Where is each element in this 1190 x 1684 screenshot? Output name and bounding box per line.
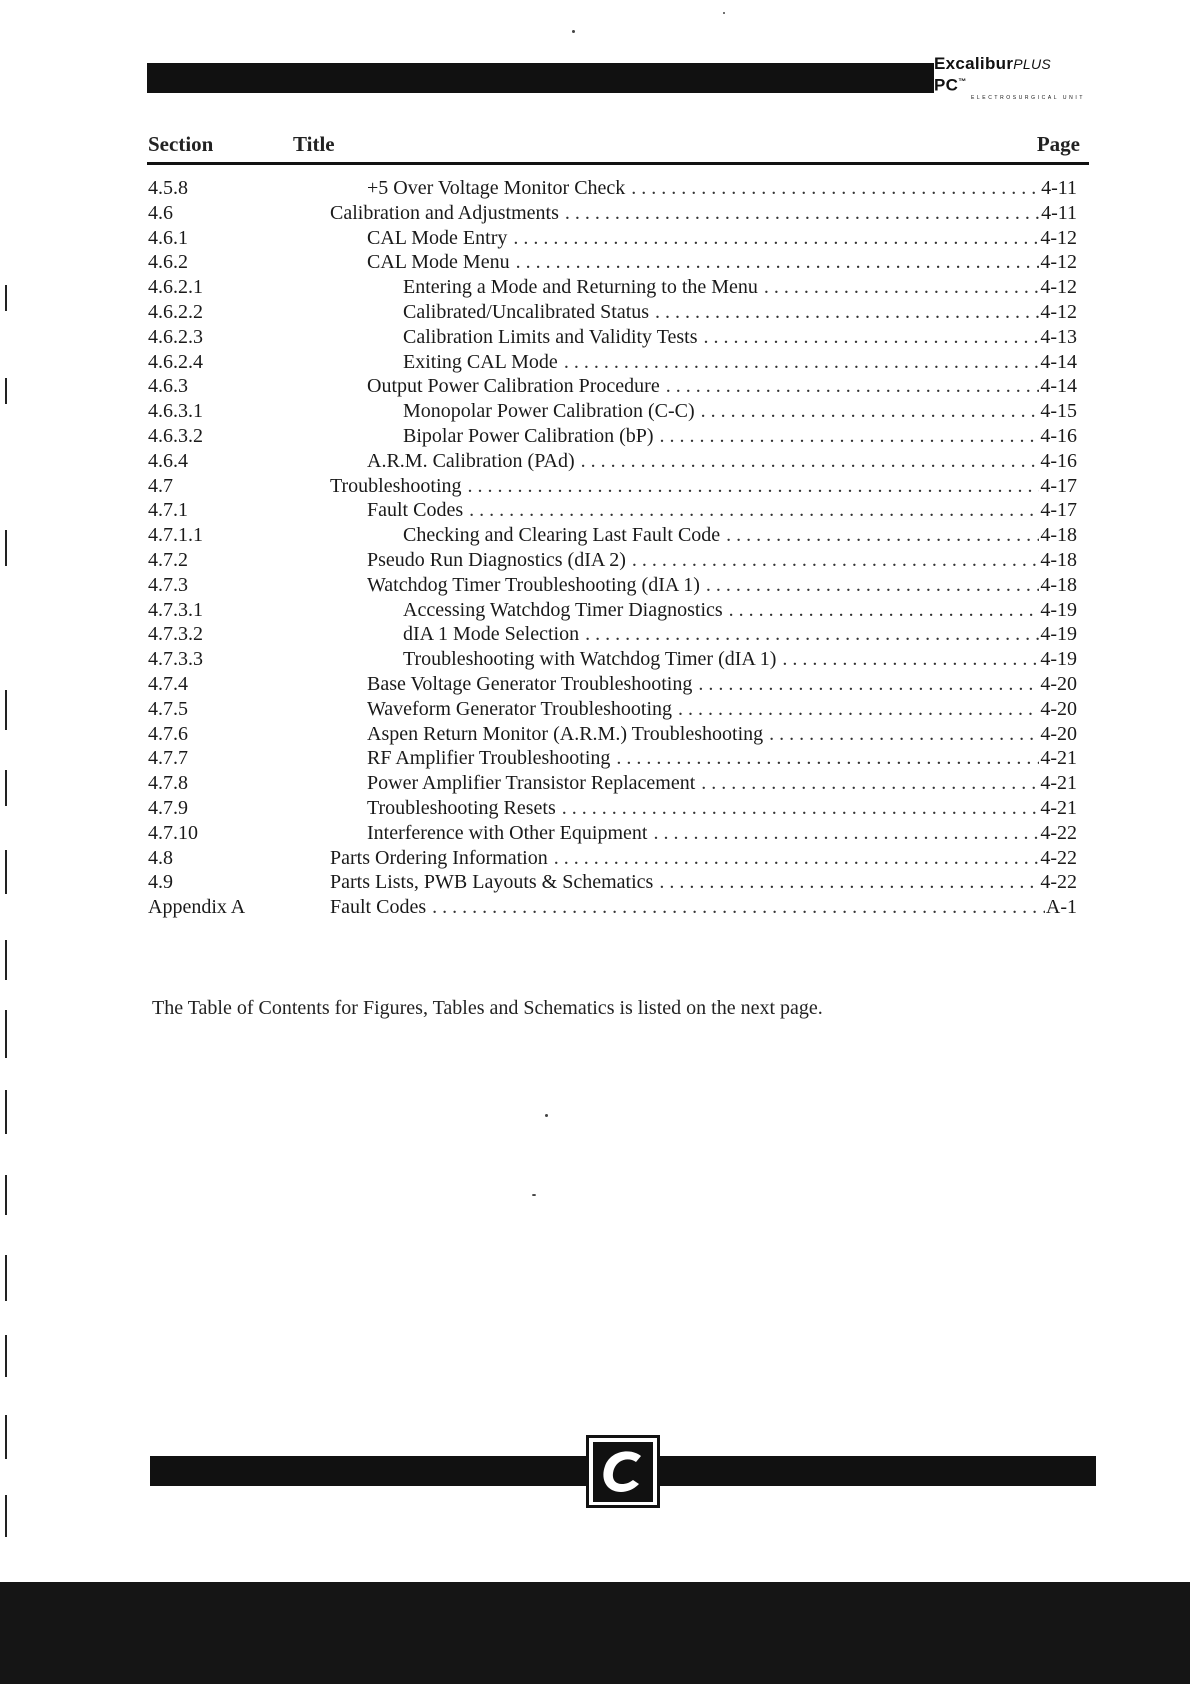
- toc-row: [147, 846, 1077, 871]
- toc-dot-leader: [729, 598, 1040, 623]
- toc-title: Parts Lists, PWB Layouts & Schematics: [330, 870, 659, 895]
- toc-title: Entering a Mode and Returning to the Menu: [403, 275, 764, 300]
- toc-page-number: 4-21: [1040, 796, 1077, 819]
- brand-name: ExcaliburPLUS PC™: [934, 54, 1052, 95]
- toc-title: Watchdog Timer Troubleshooting (dIA 1): [367, 573, 706, 598]
- toc-page-number: 4-17: [1040, 499, 1077, 522]
- toc-entry: [367, 374, 1077, 399]
- toc-page-number: 4-20: [1040, 697, 1077, 720]
- toc-section-number: 4.7.4: [148, 672, 188, 695]
- column-header-page: Page: [1036, 132, 1080, 156]
- header-rule: [147, 162, 1089, 165]
- toc-title: +5 Over Voltage Monitor Check: [367, 176, 631, 201]
- toc-section-number: 4.5.8: [148, 177, 188, 199]
- toc-title: Fault Codes: [330, 895, 432, 920]
- toc-section-number: 4.6.1: [148, 226, 188, 249]
- toc-page-number: 4-18: [1040, 524, 1077, 547]
- toc-row: [147, 598, 1077, 623]
- toc-section-number: 4.7.1.1: [148, 524, 203, 547]
- toc-dot-leader: [469, 498, 1039, 523]
- toc-row: [147, 275, 1077, 300]
- toc-section-number: 4.7.7: [148, 747, 188, 770]
- toc-page-number: 4-19: [1040, 623, 1077, 646]
- scan-speck: [545, 1114, 548, 1117]
- toc-title: RF Amplifier Troubleshooting: [367, 746, 616, 771]
- toc-title: Calibration and Adjustments: [330, 201, 565, 226]
- toc-title: Power Amplifier Transistor Replacement: [367, 771, 701, 796]
- scan-mark: [5, 1010, 7, 1058]
- toc-row: [147, 474, 1077, 499]
- toc-section-number: 4.6.3.2: [148, 424, 203, 447]
- scan-speck: [572, 30, 575, 33]
- toc-title: dIA 1 Mode Selection: [403, 622, 585, 647]
- toc-page-number: 4-19: [1040, 648, 1077, 671]
- toc-dot-leader: [701, 771, 1039, 796]
- header-bar: [147, 54, 1089, 101]
- toc-page-number: 4-11: [1041, 177, 1077, 199]
- toc-dot-leader: [565, 201, 1040, 226]
- toc-row: [147, 201, 1077, 226]
- toc-page-number: 4-11: [1041, 201, 1077, 224]
- toc-page-number: 4-21: [1040, 772, 1077, 795]
- toc-entry: [367, 250, 1077, 275]
- toc-entry: [367, 697, 1077, 722]
- toc-entry: [403, 325, 1077, 350]
- toc-row: [147, 176, 1077, 201]
- toc-page-number: 4-12: [1040, 300, 1077, 323]
- scan-mark: [5, 1335, 7, 1377]
- toc-section-number: 4.6.3.1: [148, 400, 203, 423]
- brand-subtitle: ELECTROSURGICAL UNIT: [970, 94, 1085, 101]
- toc-dot-leader: [516, 250, 1040, 275]
- toc-dot-leader: [468, 474, 1040, 499]
- toc-entry: [367, 573, 1077, 598]
- toc-page-number: 4-16: [1040, 424, 1077, 447]
- toc-section-number: 4.6.2.4: [148, 350, 203, 373]
- toc-dot-leader: [769, 722, 1039, 747]
- toc-row: [147, 250, 1077, 275]
- toc-entry: [367, 672, 1077, 697]
- toc-row: [147, 350, 1077, 375]
- toc-row: [147, 498, 1077, 523]
- toc-page-number: 4-19: [1040, 598, 1077, 621]
- toc-section-number: 4.7.2: [148, 548, 188, 571]
- conmed-c-logo-icon: [586, 1435, 660, 1508]
- scan-mark: [5, 1415, 7, 1459]
- toc-page-number: 4-16: [1040, 449, 1077, 472]
- toc-entry: [330, 201, 1077, 226]
- toc-page-number: 4-17: [1040, 474, 1077, 497]
- toc-title: Troubleshooting Resets: [367, 796, 562, 821]
- toc-entry: [367, 796, 1077, 821]
- toc-title: CAL Mode Menu: [367, 250, 516, 275]
- toc-section-number: 4.7.3: [148, 573, 188, 596]
- toc-entry: [330, 870, 1077, 895]
- toc-title: Troubleshooting: [330, 474, 468, 499]
- toc-dot-leader: [513, 226, 1039, 251]
- toc-entry: [367, 746, 1077, 771]
- brand-logo: [934, 54, 1089, 101]
- toc-section-number: 4.7.9: [148, 796, 188, 819]
- toc-entry: [367, 722, 1077, 747]
- toc-title: Aspen Return Monitor (A.R.M.) Troubleshooting: [367, 722, 769, 747]
- toc-row: [147, 895, 1077, 920]
- toc-row: [147, 746, 1077, 771]
- toc-row: [147, 325, 1077, 350]
- scan-speck: [723, 12, 725, 14]
- toc-row: [147, 870, 1077, 895]
- toc-row: [147, 722, 1077, 747]
- toc-row: [147, 399, 1077, 424]
- toc-title: Interference with Other Equipment: [367, 821, 653, 846]
- toc-dot-leader: [432, 895, 1045, 920]
- toc-section-number: 4.7.6: [148, 722, 188, 745]
- scan-mark: [5, 1175, 7, 1215]
- toc-row: [147, 424, 1077, 449]
- scan-bottom-band: [0, 1582, 1190, 1684]
- toc-page-number: 4-20: [1040, 672, 1077, 695]
- toc-footnote: The Table of Contents for Figures, Tables and Schematics is listed on the next page.: [152, 997, 823, 1019]
- toc-title: A.R.M. Calibration (PAd): [367, 449, 581, 474]
- toc-row: [147, 672, 1077, 697]
- toc-dot-leader: [678, 697, 1039, 722]
- toc-title: Output Power Calibration Procedure: [367, 374, 666, 399]
- toc-section-number: 4.6.2: [148, 251, 188, 274]
- toc-entry: [367, 821, 1077, 846]
- toc-row: [147, 226, 1077, 251]
- scan-mark: [5, 1255, 7, 1301]
- toc-entry: [367, 226, 1077, 251]
- toc-section-number: 4.7.3.1: [148, 598, 203, 621]
- toc-entry: [330, 895, 1077, 920]
- toc-entry: [330, 474, 1077, 499]
- toc-section-number: 4.7.3.3: [148, 648, 203, 671]
- toc-row: [147, 697, 1077, 722]
- toc-dot-leader: [564, 350, 1040, 375]
- toc-row: [147, 523, 1077, 548]
- toc-section-number: 4.8: [148, 846, 173, 869]
- toc-section-number: Appendix A: [148, 896, 246, 919]
- toc-page-number: 4-21: [1040, 747, 1077, 770]
- toc-section-number: 4.7.1: [148, 499, 188, 522]
- toc-title: Checking and Clearing Last Fault Code: [403, 523, 726, 548]
- toc-title: Pseudo Run Diagnostics (dIA 2): [367, 548, 632, 573]
- toc-title: Bipolar Power Calibration (bP): [403, 424, 660, 449]
- toc-entry: [403, 424, 1077, 449]
- toc-dot-leader: [701, 399, 1040, 424]
- toc-dot-leader: [581, 449, 1040, 474]
- scan-mark: [5, 850, 7, 894]
- toc-page-number: 4-14: [1040, 350, 1077, 373]
- toc-page-number: 4-18: [1040, 573, 1077, 596]
- toc-entry: [330, 846, 1077, 871]
- toc-entry: [367, 449, 1077, 474]
- toc-row: [147, 449, 1077, 474]
- scan-mark: [5, 285, 7, 311]
- toc-page-number: 4-12: [1040, 251, 1077, 274]
- toc-page-number: 4-22: [1040, 871, 1077, 894]
- column-header-title: Title: [293, 132, 335, 156]
- toc-dot-leader: [562, 796, 1040, 821]
- toc-title: Calibrated/Uncalibrated Status: [403, 300, 655, 325]
- toc-section-number: 4.6.2.3: [148, 325, 203, 348]
- toc-entry: [403, 300, 1077, 325]
- toc-title: Waveform Generator Troubleshooting: [367, 697, 678, 722]
- toc-page-number: 4-12: [1040, 276, 1077, 299]
- toc-entry: [367, 771, 1077, 796]
- scan-mark: [5, 940, 7, 980]
- toc-section-number: 4.7.3.2: [148, 623, 203, 646]
- toc-dot-leader: [653, 821, 1039, 846]
- toc-section-number: 4.6.4: [148, 449, 188, 472]
- toc-dot-leader: [585, 622, 1039, 647]
- scan-mark: [5, 1090, 7, 1134]
- toc-entry: [403, 647, 1077, 672]
- toc-page-number: 4-15: [1040, 400, 1077, 423]
- toc-dot-leader: [655, 300, 1039, 325]
- toc-dot-leader: [659, 870, 1039, 895]
- toc-row: [147, 796, 1077, 821]
- scan-mark: [5, 770, 7, 806]
- toc-entry: [403, 275, 1077, 300]
- toc-section-number: 4.7.5: [148, 697, 188, 720]
- toc-entry: [367, 498, 1077, 523]
- toc-dot-leader: [704, 325, 1040, 350]
- toc-entry: [403, 350, 1077, 375]
- toc-page-number: 4-20: [1040, 722, 1077, 745]
- toc-dot-leader: [632, 548, 1039, 573]
- toc-section-number: 4.9: [148, 871, 173, 894]
- toc-row: [147, 647, 1077, 672]
- toc-section-number: 4.7.10: [148, 821, 198, 844]
- toc-entry: [367, 176, 1077, 201]
- toc-row: [147, 548, 1077, 573]
- toc-entry: [403, 598, 1077, 623]
- toc-page-number: 4-22: [1040, 846, 1077, 869]
- toc-title: Exiting CAL Mode: [403, 350, 564, 375]
- toc-dot-leader: [554, 846, 1040, 871]
- toc-dot-leader: [616, 746, 1039, 771]
- toc-page-number: 4-18: [1040, 548, 1077, 571]
- toc-row: [147, 374, 1077, 399]
- toc-title: CAL Mode Entry: [367, 226, 513, 251]
- toc-entry: [403, 622, 1077, 647]
- toc-page-number: 4-14: [1040, 375, 1077, 398]
- scan-mark: [5, 690, 7, 730]
- toc-dot-leader: [782, 647, 1039, 672]
- toc-dot-leader: [698, 672, 1039, 697]
- toc-title: Base Voltage Generator Troubleshooting: [367, 672, 698, 697]
- toc-dot-leader: [660, 424, 1040, 449]
- toc-row: [147, 573, 1077, 598]
- toc-row: [147, 622, 1077, 647]
- toc-row: [147, 771, 1077, 796]
- toc-section-number: 4.7: [148, 474, 173, 497]
- scan-mark: [5, 1495, 7, 1537]
- toc-section-number: 4.6.2.2: [148, 300, 203, 323]
- table-of-contents: [147, 176, 1077, 920]
- toc-title: Troubleshooting with Watchdog Timer (dIA 1): [403, 647, 782, 672]
- column-header-section: Section: [148, 132, 214, 156]
- scan-speck: [532, 1194, 536, 1196]
- toc-section-number: 4.6.3: [148, 375, 188, 398]
- toc-section-number: 4.7.8: [148, 772, 188, 795]
- toc-title: Accessing Watchdog Timer Diagnostics: [403, 598, 729, 623]
- toc-section-number: 4.6.2.1: [148, 276, 203, 299]
- toc-title: Calibration Limits and Validity Tests: [403, 325, 704, 350]
- toc-page-number: 4-12: [1040, 226, 1077, 249]
- toc-page-number: A-1: [1045, 896, 1077, 919]
- toc-title: Monopolar Power Calibration (C-C): [403, 399, 701, 424]
- toc-section-number: 4.6: [148, 201, 173, 224]
- scan-mark: [5, 378, 7, 404]
- toc-row: [147, 821, 1077, 846]
- toc-entry: [367, 548, 1077, 573]
- toc-title: Fault Codes: [367, 498, 469, 523]
- toc-dot-leader: [764, 275, 1039, 300]
- toc-page-number: 4-13: [1040, 325, 1077, 348]
- toc-title: Parts Ordering Information: [330, 846, 554, 871]
- toc-dot-leader: [706, 573, 1039, 598]
- toc-dot-leader: [726, 523, 1039, 548]
- toc-dot-leader: [631, 176, 1040, 201]
- toc-page-number: 4-22: [1040, 821, 1077, 844]
- toc-dot-leader: [666, 374, 1040, 399]
- scan-mark: [5, 530, 7, 566]
- toc-row: [147, 300, 1077, 325]
- toc-entry: [403, 523, 1077, 548]
- toc-entry: [403, 399, 1077, 424]
